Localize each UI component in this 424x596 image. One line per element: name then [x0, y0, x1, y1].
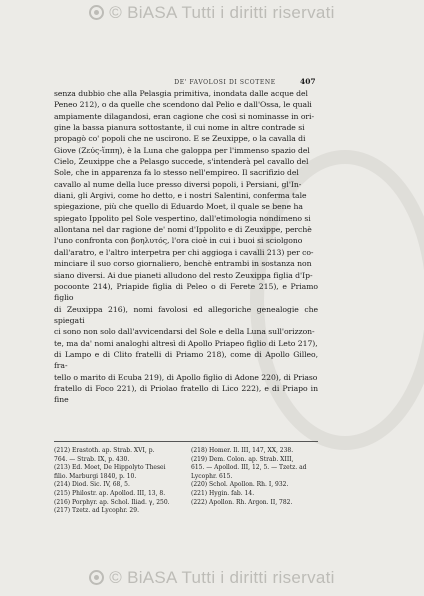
footnote-divider	[54, 441, 318, 442]
copyright-icon	[89, 570, 104, 585]
watermark-bottom-text: © BiASA Tutti i diritti riservati	[109, 568, 335, 587]
footnotes-right-column: (218) Homer. Il. III, 147, XX, 238. (219) Dem. Colon. ap. Strab. XIII, 615. — Apollod. III, 12, 5. — Tzetz. ad Lycophr. 615. (220) Schol. Apollon. Rh. I, 932. (221) Hygin. fab. 14. (222) Apollon. Rh. Argon. II, 782.	[191, 447, 307, 506]
watermark-top-text: © BiASA Tutti i diritti riservati	[109, 3, 335, 22]
body-text: senza dubbio che alla Pelasgia primitiva, inondata dalle acque del Peneo 212), o da quelle che scendono dal Pelio e dall'Ossa, le quali ampiamente dilagandosi, eran cagione che così si nominasse in ori- gine la bassa pianura sottostante, il cui nome in altre contrade si propagò co' popoli che ne uscirono. E se Zeuxippe, o la cavalla di Giove (Ζεύς-ἵππη), è la Luna che galoppa per l'immenso spazio del Cielo, Zeuxippe che a Pelasgo succede, s'intenderà pel cavallo del Sole, che in apparenza fa lo stesso nell'empireo. Il sacrifizio del cavallo al nume della luce presso diversi popoli, i Persiani, gl'In- diani, gli Argivi, come ho detto, e i nostri Salentini, conferma tale spiegazione, più che quello di Eduardo Moet, il quale se bene ha spiegato Ippolito pel Sole vespertino, dall'etimologia nondimeno si allontana nel dar ragione de' nomi d'Ippolito e di Zeuxippe, perchè l'uno confronta con βοηλυτός, l'ora cioè in cui i buoi si sciolgono dall'aratro, e l'altro interpetra per chi aggioga i cavalli 213) per co- minciare il suo corso giornaliero, benchè entrambi in sostanza non siano diversi. Ai due pianeti alludono del resto Zeuxippa figlia d'Ip- pocoonte 214), Priapide figlia di Peleo o di Ferete 215), e Priamo figlio di Zeuxippa 216), nomi favolosi ed allegoriche genealogie che spiegati ci sono non solo dall'avvicendarsi del Sole e della Luna sull'orizzon- te, ma da' nomi analoghi altresì di Apollo Priapeo figlio di Leto 217), di Lampo e di Clito fratelli di Priamo 218), come di Apollo Gilleo, fra- tello o marito di Ecuba 219), di Apollo figlio di Adone 220), di Priaso fratello di Foco 221), di Priolao fratello di Lico 222), e di Priapo in fine	[54, 89, 318, 405]
footnotes-left-column: (212) Erastoth. ap. Strab. XVI, p. 764. — Strab. IX, p. 430. (213) Ed. Moet, De Hippolyto Thesei filio. Marburgi 1840, p. 10. (214) Diod. Sic. IV, 68, 5. (215) Philostr. ap. Apollod. III, 13, 8. (216) Porphyr. ap. Schol. Iliad. γ, 250. (217) Tzetz. ad Lycophr. 29.	[54, 447, 170, 515]
page-number: 407	[300, 77, 316, 86]
running-head: DE' FAVOLOSI DI SCOTENE	[174, 79, 276, 86]
watermark-bottom	[0, 568, 424, 588]
copyright-icon	[89, 5, 104, 20]
watermark-top	[0, 3, 424, 23]
